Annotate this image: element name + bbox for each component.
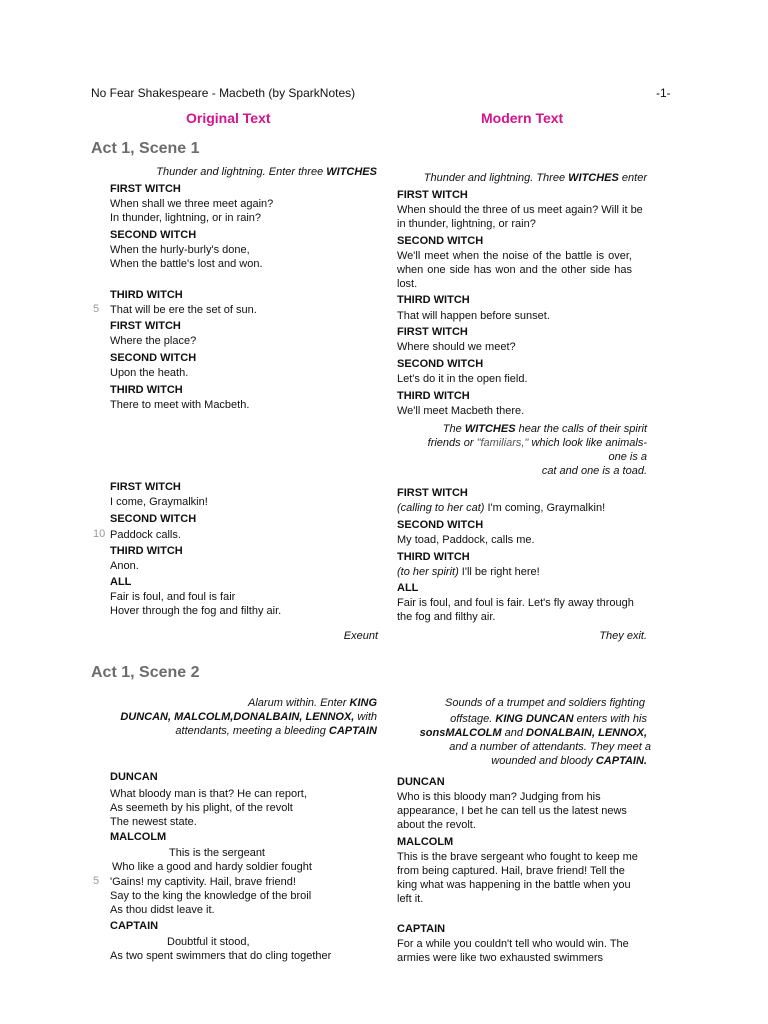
stage-direction: cat and one is a toad. [541, 465, 647, 477]
speaker-captain: CAPTAIN [110, 920, 159, 932]
modern-line: We'll meet when the noise of the battle is over, when one side has won and the other side has lost. [397, 250, 632, 290]
original-line: Say to the king the knowledge of the broil [110, 890, 312, 902]
speaker-third-witch: THIRD WITCH [397, 294, 470, 306]
speaker-all: ALL [397, 582, 419, 594]
act1-scene1-title: Act 1, Scene 1 [91, 140, 200, 157]
original-line: Hover through the fog and filthy air. [110, 605, 282, 617]
original-line: Paddock calls. [110, 529, 181, 541]
modern-line: For a while you couldn't tell who would win. The armies were like two exhausted swimmers [397, 938, 629, 964]
stage-direction: one is a [608, 451, 647, 463]
original-line: The newest state. [110, 816, 197, 828]
act1-scene2-title: Act 1, Scene 2 [91, 664, 200, 681]
original-line: That will be ere the set of sun. [110, 304, 257, 316]
speaker-second-witch: SECOND WITCH [397, 358, 484, 370]
speaker-first-witch: FIRST WITCH [397, 326, 468, 338]
stage-direction: wounded and bloody CAPTAIN. [491, 755, 647, 767]
original-line: There to meet with Macbeth. [110, 399, 250, 411]
modern-line: My toad, Paddock, calls me. [397, 534, 535, 546]
stage-direction-they-exit: They exit. [599, 630, 647, 642]
original-line: Doubtful it stood, [167, 936, 250, 948]
speaker-third-witch: THIRD WITCH [110, 289, 183, 301]
original-line: Anon. [110, 560, 139, 572]
modern-line: Who is this bloody man? Judging from his appearance, I bet he can tell us the latest news about the revolt. [397, 791, 627, 831]
line-number: 5 [93, 303, 100, 315]
speaker-third-witch: THIRD WITCH [397, 551, 470, 563]
speaker-third-witch: THIRD WITCH [110, 384, 183, 396]
speaker-third-witch: THIRD WITCH [397, 390, 470, 402]
modern-line: Let's do it in the open field. [397, 373, 528, 385]
original-line: 'Gains! my captivity. Hail, brave friend! [110, 876, 296, 888]
speaker-second-witch: SECOND WITCH [110, 352, 197, 364]
modern-line: (to her spirit) I'll be right here! [397, 566, 540, 578]
stage-direction: sonsMALCOLM and DONALBAIN, LENNOX, [419, 727, 647, 739]
stage-direction: Sounds of a trumpet and soldiers fighting [445, 697, 645, 709]
stage-direction-exeunt: Exeunt [343, 630, 378, 642]
stage-direction: Thunder and lightning. Three WITCHES enter [423, 172, 647, 184]
speaker-malcolm: MALCOLM [397, 836, 454, 848]
stage-direction: DUNCAN, MALCOLM,DONALBAIN, LENNOX, with [120, 711, 377, 723]
speaker-second-witch: SECOND WITCH [397, 235, 484, 247]
original-line: As seemeth by his plight, of the revolt [110, 802, 293, 814]
speaker-third-witch: THIRD WITCH [110, 545, 183, 557]
original-line: As thou didst leave it. [110, 904, 215, 916]
stage-direction: Alarum within. Enter KING [248, 697, 377, 709]
original-line: Where the place? [110, 335, 197, 347]
speaker-all: ALL [110, 576, 132, 588]
speaker-first-witch: FIRST WITCH [110, 320, 181, 332]
speaker-second-witch: SECOND WITCH [110, 513, 197, 525]
original-line: When the hurly-burly's done, [110, 244, 250, 256]
speaker-duncan: DUNCAN [110, 771, 158, 783]
original-line: This is the sergeant [169, 847, 265, 859]
modern-line: When should the three of us meet again? Will it be in thunder, lightning, or rain? [397, 204, 643, 230]
document-header-title: No Fear Shakespeare - Macbeth (by SparkNotes) [91, 86, 356, 100]
speaker-second-witch: SECOND WITCH [110, 229, 197, 241]
stage-direction: The WITCHES hear the calls of their spirit [442, 423, 647, 435]
modern-line: We'll meet Macbeth there. [397, 405, 525, 417]
stage-direction: and a number of attendants. They meet a [449, 741, 651, 753]
modern-line: Where should we meet? [397, 341, 516, 353]
original-line: Fair is foul, and foul is fair [110, 591, 236, 603]
stage-direction: attendants, meeting a bleeding CAPTAIN [175, 725, 377, 737]
original-line: Upon the heath. [110, 367, 189, 379]
stage-direction: friends or "familiars," which look like animals- [427, 437, 647, 449]
original-line: When the battle's lost and won. [110, 258, 263, 270]
original-line: When shall we three meet again? [110, 198, 274, 210]
modern-line: Fair is foul, and foul is fair. Let's fly away through the fog and filthy air. [397, 597, 634, 623]
modern-line: This is the brave sergeant who fought to keep me from being captured. Hail, brave friend! Tell the king what was happening in the battle when you left it. [397, 851, 638, 905]
speaker-first-witch: FIRST WITCH [397, 487, 468, 499]
page-number: -1- [656, 86, 671, 100]
speaker-first-witch: FIRST WITCH [110, 183, 181, 195]
speaker-first-witch: FIRST WITCH [110, 481, 181, 493]
original-text-heading: Original Text [186, 110, 271, 126]
original-line: In thunder, lightning, or in rain? [110, 212, 262, 224]
original-line: I come, Graymalkin! [110, 496, 208, 508]
speaker-captain: CAPTAIN [397, 923, 446, 935]
modern-line: That will happen before sunset. [397, 310, 550, 322]
line-number: 5 [93, 875, 100, 887]
line-number: 10 [93, 528, 106, 540]
speaker-duncan: DUNCAN [397, 776, 445, 788]
stage-direction: offstage. KING DUNCAN enters with his [450, 713, 647, 725]
modern-text-heading: Modern Text [481, 110, 564, 126]
original-line: As two spent swimmers that do cling together [110, 950, 332, 962]
speaker-first-witch: FIRST WITCH [397, 189, 468, 201]
modern-line: (calling to her cat) I'm coming, Graymalkin! [397, 502, 606, 514]
speaker-second-witch: SECOND WITCH [397, 519, 484, 531]
original-line: Who like a good and hardy soldier fought [112, 861, 312, 873]
stage-direction: Thunder and lightning. Enter three WITCHES [156, 166, 377, 178]
original-line: What bloody man is that? He can report, [110, 788, 307, 800]
speaker-malcolm: MALCOLM [110, 831, 167, 843]
